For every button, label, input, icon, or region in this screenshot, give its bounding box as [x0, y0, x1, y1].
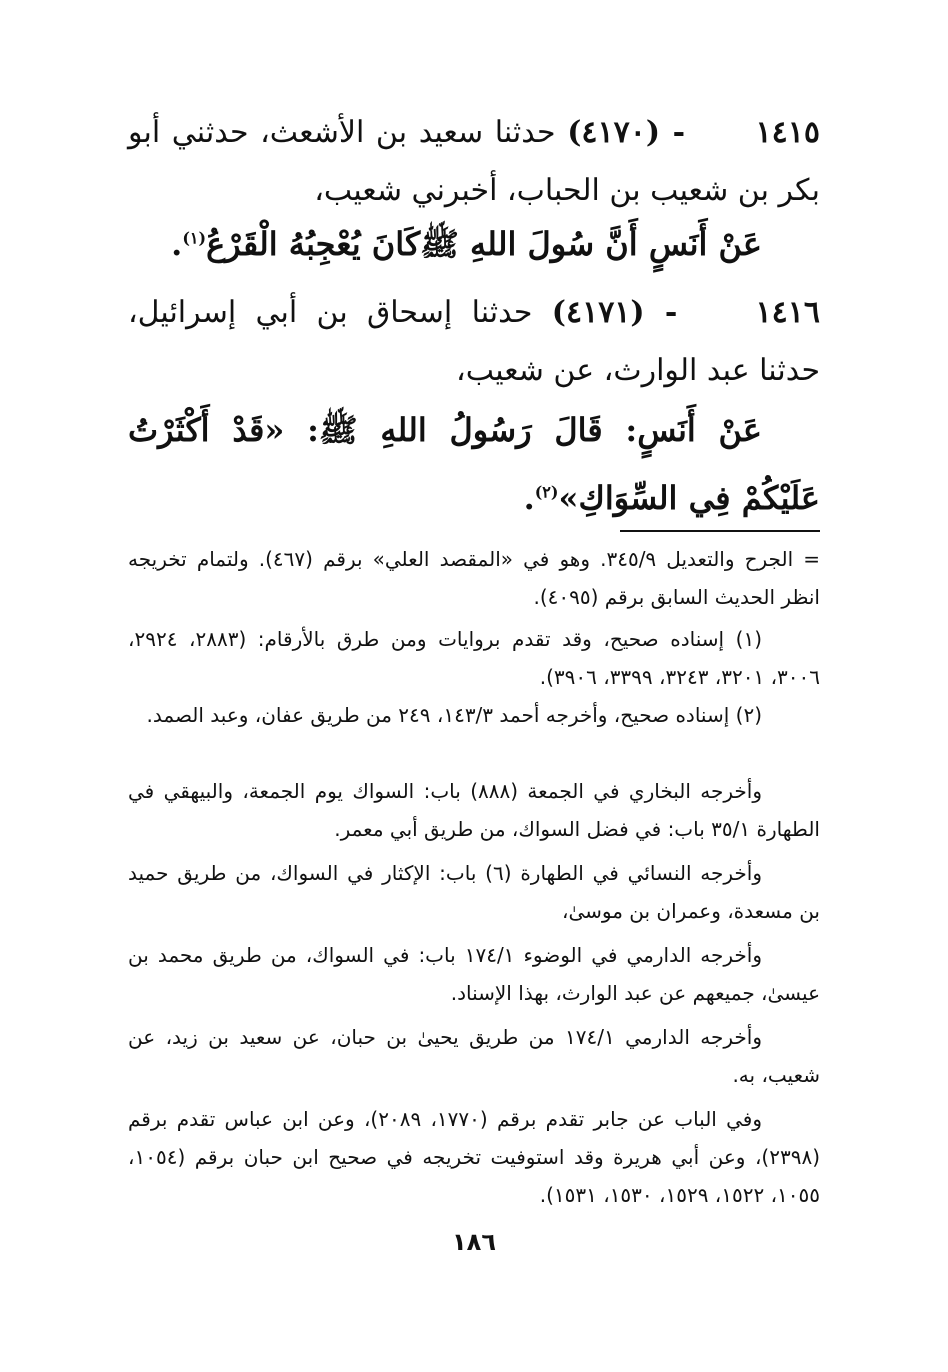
isnad-text: حدثنا سعيد بن الأشعث، حدثني أبو بكر بن شعيب بن الحباب، أخبرني شعيب، — [128, 115, 820, 208]
footnote-1 — [128, 620, 820, 696]
footnote-text: وأخرجه الدارمي في الوضوء ١٧٤/١ باب: في السواك، من طريق محمد بن عيسىٰ، جميعهم عن عبد الوارث، بهذا الإسناد. — [128, 943, 820, 1005]
footnote-text: وأخرجه النسائي في الطهارة (٦) باب: الإكثار في السواك، من طريق حميد بن مسعدة، وعمران بن موسىٰ، — [128, 861, 820, 923]
footnote-2-bab — [128, 1100, 820, 1214]
footnote-2-darimi — [128, 936, 820, 1012]
matn-text: عَنْ أَنَسٍ: قَالَ رَسُولُ اللهِ ﷺ: «قَدْ أَكْثَرْتُ عَلَيْكُمْ فِي السِّوَاكِ» — [128, 411, 820, 517]
footnote-2-darimi-2 — [128, 1018, 820, 1094]
hadith-1416-matn — [128, 396, 820, 532]
footnote-text: = الجرح والتعديل ٣٤٥/٩. وهو في «المقصد العلي» برقم (٤٦٧). ولتمام تخريجه انظر الحديث السابق برقم (٤٠٩٥). — [128, 547, 820, 609]
isnad-text: حدثنا إسحاق بن أبي إسرائيل، حدثنا عبد الوارث، عن شعيب، — [128, 295, 820, 388]
footnote-2 — [128, 696, 820, 734]
footnote-ref: (١) — [182, 228, 207, 248]
hadith-number: ١٤١٥ - (٤١٧٠) — [567, 115, 820, 150]
footnote-2-nasai — [128, 854, 820, 930]
matn-text: عَنْ أَنَسٍ أَنَّ سُولَ اللهِ ﷺكَانَ يُعْجِبُهُ الْقَرْعُ — [206, 225, 762, 263]
matn-end: . — [523, 479, 535, 517]
hadith-1415-isnad — [128, 104, 820, 220]
footnote-text: وأخرجه الدارمي ١٧٤/١ من طريق يحيىٰ بن حبان، عن سعيد بن زيد، عن شعيب، به. — [128, 1025, 820, 1087]
footnote-separator — [620, 530, 820, 532]
footnote-text: (٢) إسناده صحيح، وأخرجه أحمد ١٤٣/٣، ٢٤٩ من طريق عفان، وعبد الصمد. — [146, 703, 762, 727]
footnote-text: وأخرجه البخاري في الجمعة (٨٨٨) باب: السواك يوم الجمعة، والبيهقي في الطهارة ٣٥/١ باب: في فضل السواك، من طريق أبي معمر. — [128, 779, 820, 841]
page-number: ١٨٦ — [452, 1228, 496, 1256]
footnote-text: (١) إسناده صحيح، وقد تقدم بروايات ومن طرق بالأرقام: (٢٨٨٣، ٢٩٢٤، ٣٠٠٦، ٣٢٠١، ٣٢٤٣، ٣٣٩٩، ٣٩٠٦). — [128, 627, 820, 689]
matn-end: . — [171, 225, 183, 263]
footnote-ref: (٢) — [534, 482, 559, 502]
footnote-text: وفي الباب عن جابر تقدم برقم (١٧٧٠، ٢٠٨٩)، وعن ابن عباس تقدم برقم (٢٣٩٨)، وعن أبي هريرة وقد استوفيت تخريجه في صحيح ابن حبان برقم (١٠٥٤، ١٠٥٥، ١٥٢٢، ١٥٢٩، ١٥٣٠، ١٥٣١). — [128, 1107, 820, 1207]
footnote-continuation — [128, 540, 820, 616]
footnote-2-bukhari — [128, 772, 820, 848]
hadith-1416-isnad — [128, 284, 820, 400]
hadith-1415-matn — [128, 210, 820, 278]
hadith-number: ١٤١٦ - (٤١٧١) — [551, 295, 820, 330]
